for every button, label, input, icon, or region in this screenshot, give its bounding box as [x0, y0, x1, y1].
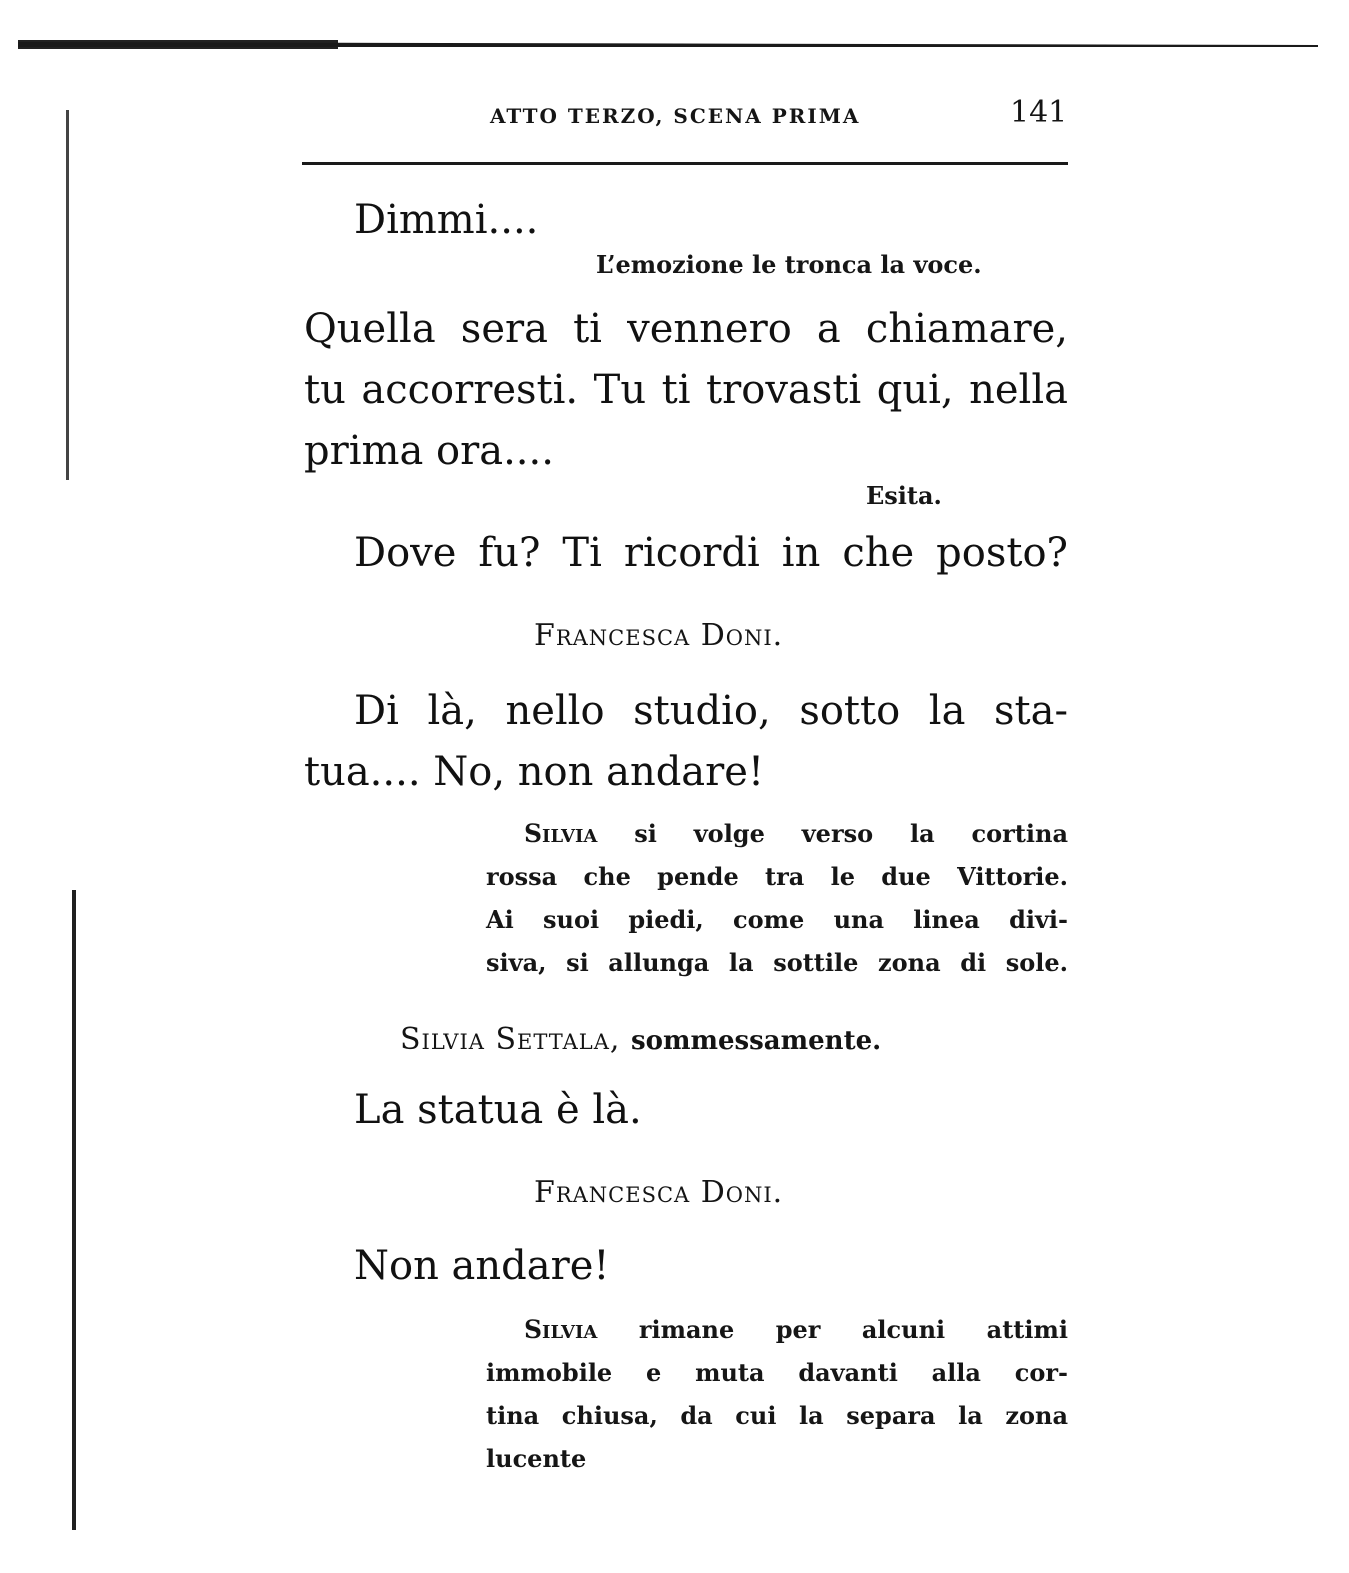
dialogue-line: Di là, nello studio, sotto la sta- — [354, 688, 1068, 734]
stage-line: immobile e muta davanti alla cor- — [486, 1358, 1068, 1387]
stage-line: siva, si allunga la sottile zona di sole. — [486, 948, 1068, 977]
speaker-name: Silvia Settala, — [400, 1022, 621, 1057]
stage-line — [486, 812, 1068, 855]
header-rule — [302, 162, 1068, 165]
stage-line: Ai suoi piedi, come una linea divi- — [486, 905, 1068, 934]
dialogue-line: prima ora.... — [304, 428, 554, 474]
page-number: 141 — [1010, 95, 1068, 130]
stage-line-text: si volge verso la cortina — [634, 819, 1068, 848]
running-title: ATTO TERZO, SCENA PRIMA — [490, 104, 861, 128]
dialogue-line-dimmi: Dimmi.... — [354, 197, 539, 243]
stage-direction-immobile — [486, 1308, 1068, 1480]
dialogue-line-statua: La statua è là. — [354, 1087, 642, 1133]
dialogue-line-dove-fu — [354, 523, 1068, 584]
stage-line-text: rimane per alcuni attimi — [638, 1315, 1068, 1344]
gutter-edge-lower — [72, 890, 76, 1530]
stage-line — [486, 1308, 1068, 1351]
dialogue-line: Quella sera ti vennero a chiamare, — [304, 306, 1068, 352]
gutter-edge-upper — [66, 110, 69, 480]
scan-top-edge — [18, 42, 1318, 47]
dialogue-line: tu accorresti. Tu ti trovasti qui, nella — [304, 367, 1068, 413]
speaker-francesca-doni-2: Francesca Doni. — [534, 1175, 784, 1210]
stage-direction-emotion: L’emozione le tronca la voce. — [596, 250, 982, 279]
character-name: Silvia — [524, 1315, 598, 1344]
stage-line: rossa che pende tra le due Vittorie. — [486, 862, 1068, 891]
stage-line: tina chiusa, da cui la separa la zona — [486, 1401, 1068, 1430]
dialogue-paragraph-quella-sera — [304, 299, 1068, 482]
dialogue-line: Dove fu? Ti ricordi in che posto? — [354, 530, 1068, 576]
stage-direction-esita: Esita. — [866, 481, 942, 510]
stage-line: lucente — [486, 1444, 587, 1473]
dialogue-line-non-andare: Non andare! — [354, 1243, 610, 1289]
speaker-note: sommessamente. — [630, 1026, 882, 1056]
speaker-francesca-doni: Francesca Doni. — [534, 618, 784, 653]
dialogue-paragraph-di-la — [304, 681, 1068, 803]
speaker-silvia-settala — [400, 1022, 881, 1057]
stage-direction-cortina — [486, 812, 1068, 984]
character-name: Silvia — [524, 819, 598, 848]
dialogue-line: tua.... No, non andare! — [304, 749, 765, 795]
